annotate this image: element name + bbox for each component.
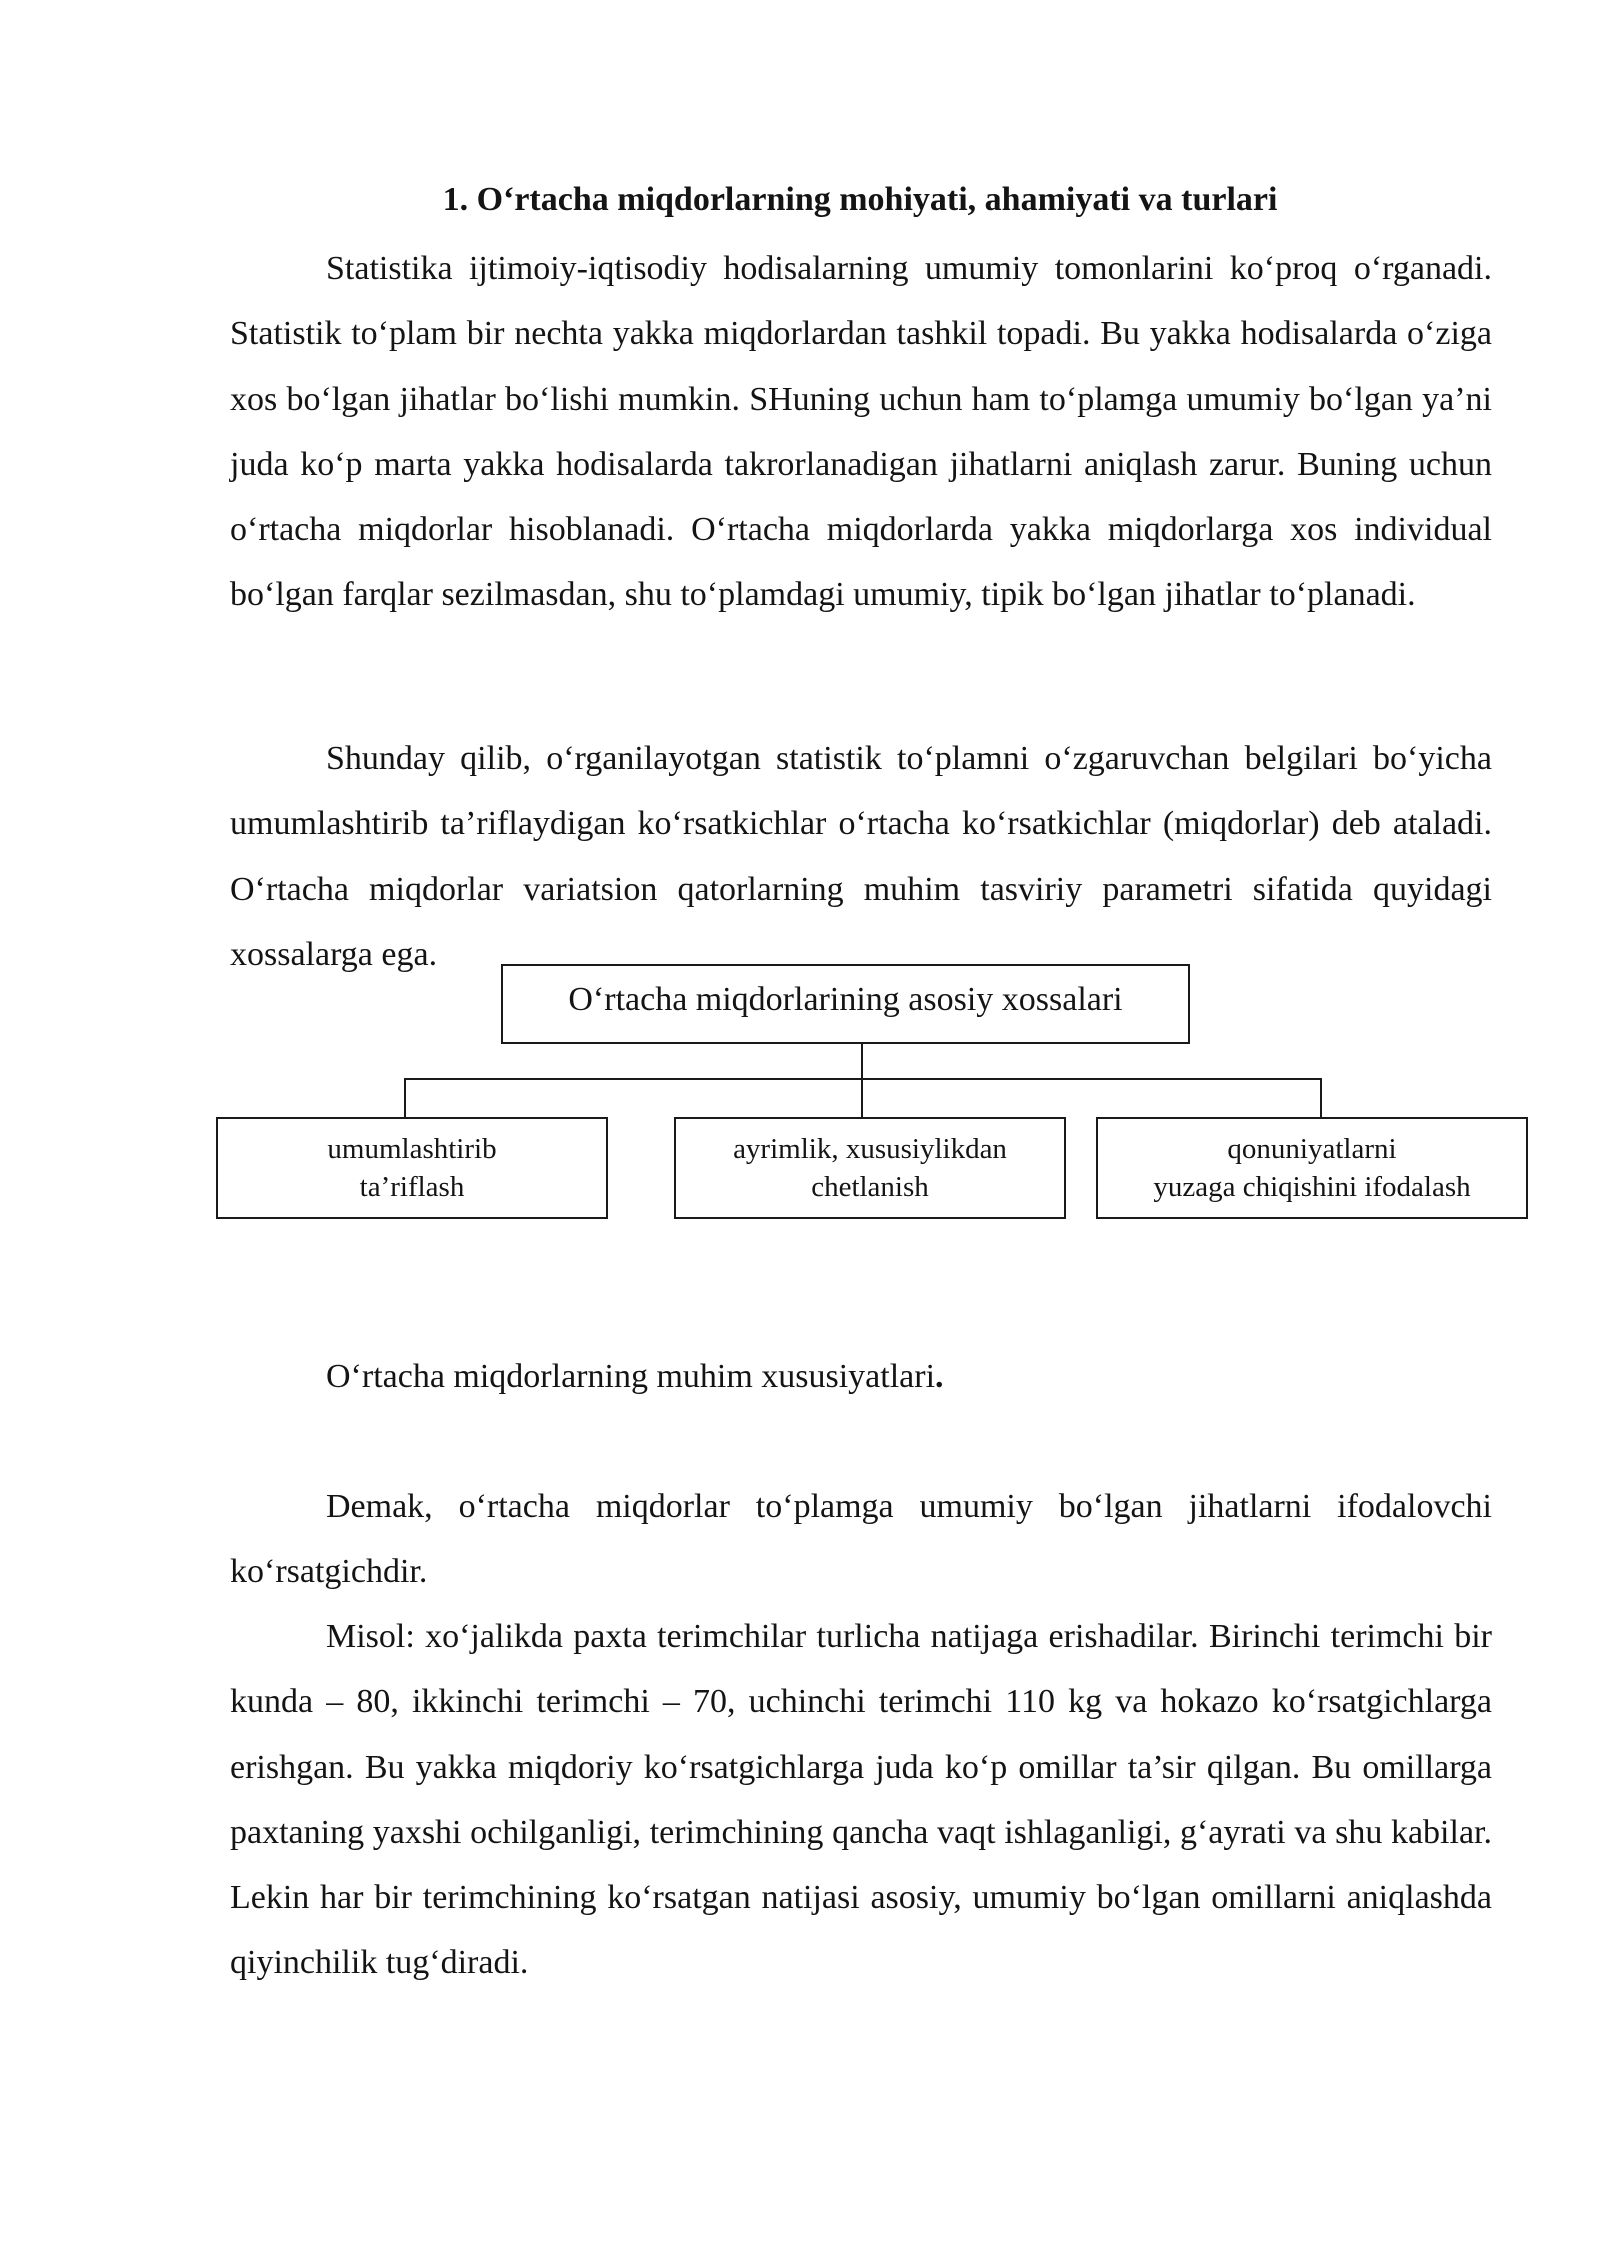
subheading-text: O‘rtacha miqdorlarning muhim xususiyatlari [326, 1358, 936, 1395]
diagram-child-2-line-1: ayrimlik, xususiylikdan [733, 1133, 1007, 1165]
paragraph-subheading [230, 1344, 1492, 1409]
connector-right [1320, 1078, 1322, 1117]
diagram-root-label: O‘rtacha miqdorlarining asosiy xossalari [568, 981, 1123, 1018]
diagram-root-box [501, 964, 1190, 1044]
diagram-child-box-3 [1096, 1117, 1528, 1219]
paragraph-conclusion: Demak, o‘rtacha miqdorlar to‘plamga umumiy bo‘lgan jihatlarni ifodalovchi ko‘rsatgichdir. [230, 1488, 1492, 1591]
diagram-child-box-1 [216, 1117, 608, 1219]
paragraph-definition: Shunday qilib, o‘rganilayotgan statistik to‘plamni o‘zgaruvchan belgilari bo‘yicha umumlashtirib ta’riflaydigan ko‘rsatkichlar o‘rtacha ko‘rsatkichlar (miqdorlar) deb ataladi. O‘rtacha miqdorlar variatsion qatorlarning muhim tasviriy parametri sifatida quyidagi xossalarga ega. [230, 740, 1492, 973]
diagram-child-3-line-2: yuzaga chiqishini ifodalash [1153, 1171, 1471, 1203]
diagram-child-box-2 [674, 1117, 1066, 1219]
diagram-child-1-line-1: umumlashtirib [327, 1133, 497, 1165]
connector-horizontal [404, 1078, 1322, 1080]
diagram-child-1-line-2: ta’riflash [359, 1171, 465, 1203]
diagram-child-3-line-1: qonuniyatlarni [1227, 1133, 1397, 1165]
section-title: 1. O‘rtacha miqdorlarning mohiyati, ahamiyati va turlari [442, 181, 1278, 218]
connector-left [404, 1078, 406, 1117]
diagram-child-2-line-2: chetlanish [811, 1171, 929, 1203]
paragraph-intro: Statistika ijtimoiy-iqtisodiy hodisalarning umumiy tomonlarini ko‘proq o‘rganadi. Statistik to‘plam bir nechta yakka miqdorlardan tashkil topadi. Bu yakka hodisalarda o‘ziga xos bo‘lgan jihatlar bo‘lishi mumkin. SHuning uchun ham to‘plamga umumiy bo‘lgan ya’ni juda ko‘p marta yakka hodisalarda takrorlanadigan jihatlarni aniqlash zarur. Buning uchun o‘rtacha miqdorlar hisoblanadi. O‘rtacha miqdorlarda yakka miqdorlarga xos individual bo‘lgan farqlar sezilmasdan, shu to‘plamdagi umumiy, tipik bo‘lgan jihatlar to‘planadi. [230, 250, 1492, 614]
paragraph-example: Misol: xo‘jalikda paxta terimchilar turlicha natijaga erishadilar. Birinchi terimchi bir kunda – 80, ikkinchi terimchi – 70, uchinchi terimchi 110 kg va hokazo ko‘rsatgichlarga erishgan. Bu yakka miqdoriy ko‘rsatgichlarga juda ko‘p omillar ta’sir qilgan. Bu omillarga paxtaning yaxshi ochilganligi, terimchining qancha vaqt ishlaganligi, g‘ayrati va shu kabilar. Lekin har bir terimchining ko‘rsatgan natijasi asosiy, umumiy bo‘lgan omillarni aniqlashda qiyinchilik tug‘diradi. [230, 1618, 1492, 1982]
connector-vertical-root [861, 1044, 863, 1117]
subheading-period: . [935, 1358, 944, 1395]
